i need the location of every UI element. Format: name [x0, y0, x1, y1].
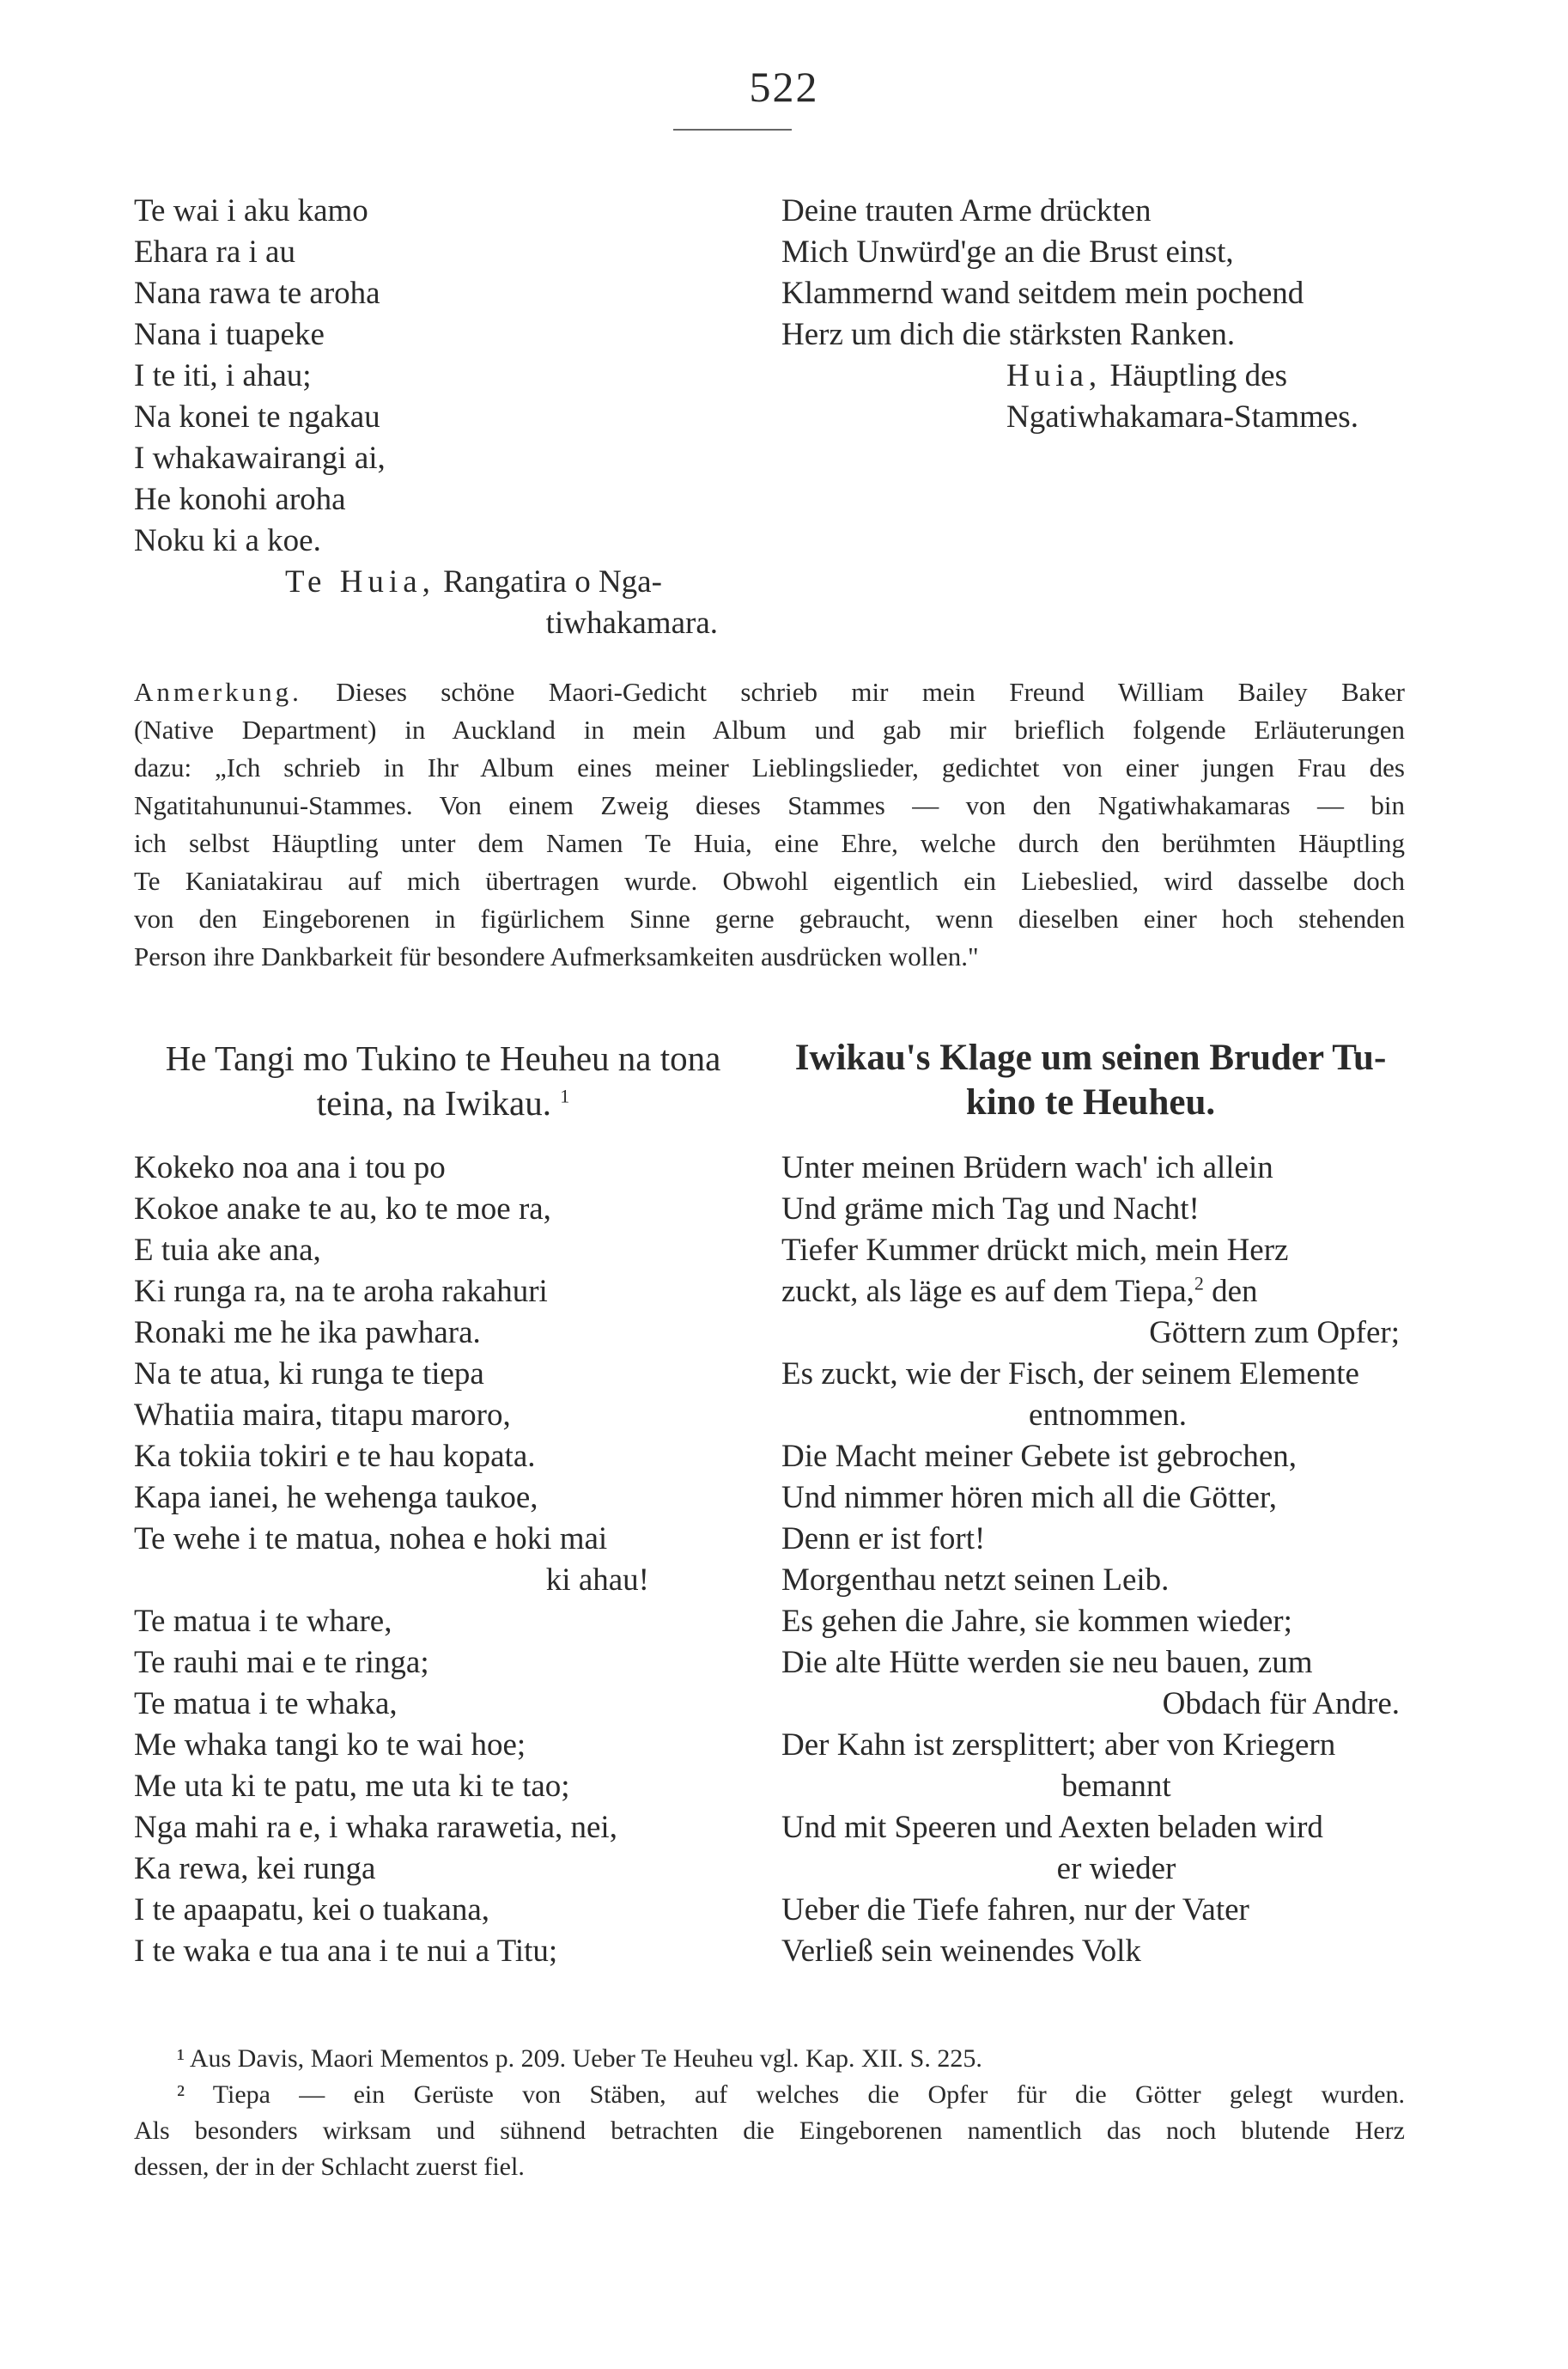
footnote-mark: 2: [1194, 1272, 1204, 1294]
verse-line: I te iti, i ahau;: [134, 358, 312, 393]
verse-line: Morgenthau netzt seinen Leib.: [781, 1562, 1170, 1598]
footnote-mark: 1: [560, 1085, 570, 1107]
verse-line: er wieder: [1056, 1851, 1176, 1886]
verse-line: Me whaka tangi ko te wai hoe;: [134, 1727, 526, 1763]
verse-line: Na te atua, ki runga te tiepa: [134, 1356, 484, 1392]
verse-line: Me uta ki te patu, me uta ki te tao;: [134, 1769, 570, 1804]
verse-line: Whatiia maira, titapu maroro,: [134, 1398, 511, 1433]
author-rest: Häuptling des: [1102, 358, 1287, 393]
note-line: Te Kaniatakirau auf mich übertragen wurde. Obwohl eigentlich ein Liebeslied, wird dasselbe doch: [134, 866, 1405, 896]
verse-line: Te rauhi mai e te ringa;: [134, 1645, 429, 1680]
poem2-german-heading: [781, 1036, 1400, 1125]
heading-line: He Tangi mo Tukino te Heuheu na tona: [165, 1038, 721, 1078]
verse-line: Denn er ist fort!: [781, 1521, 986, 1556]
footnote-2-cont: Als besonders wirksam und sühnend betrachten die Eingeborenen namentlich das noch blutende Herz: [134, 2116, 1405, 2145]
note-line: ich selbst Häuptling unter dem Namen Te Huia, eine Ehre, welche durch den berühmten Häuptling: [134, 828, 1405, 858]
heading-line: Iwikau's Klage um seinen Bruder Tu-: [794, 1038, 1387, 1078]
verse-line: Te matua i te whaka,: [134, 1686, 398, 1721]
verse-line: [781, 1271, 1400, 1312]
author-name: Huia,: [1006, 358, 1103, 393]
note-line: (Native Department) in Auckland in mein Album und gab mir brieflich folgende Erläuterungen: [134, 715, 1405, 745]
verse-line: E tuia ake ana,: [134, 1233, 321, 1268]
footnote-2-cont: dessen, der in der Schlacht zuerst fiel.: [134, 2153, 525, 2181]
poem2-maori-heading: [134, 1036, 752, 1125]
poem-author-cont: tiwhakamara.: [545, 606, 718, 641]
verse-line: Mich Unwürd'ge an die Brust einst,: [781, 234, 1234, 270]
note-line: Ngatitahununui-Stammes. Von einem Zweig dieses Stammes — von den Ngatiwhakamaras — bin: [134, 790, 1405, 820]
verse-line: Te matua i te whare,: [134, 1604, 392, 1639]
verse-line: Tiefer Kummer drückt mich, mein Herz: [781, 1233, 1289, 1268]
note-line: Person ihre Dankbarkeit für besondere Aufmerksamkeiten ausdrücken wollen.": [134, 941, 979, 971]
note-text: Dieses schöne Maori-Gedicht schrieb mir mein Freund William Bailey Baker: [301, 677, 1405, 707]
poem2-maori-column: [134, 1148, 752, 1972]
note-line: von den Eingeborenen in figürlichem Sinne gerne gebraucht, wenn dieselben einer hoch stehenden: [134, 904, 1405, 934]
note-line: dazu: „Ich schrieb in Ihr Album eines meiner Lieblingslieder, gedichtet von einer jungen Frau des: [134, 752, 1405, 783]
verse-line: Göttern zum Opfer;: [1149, 1315, 1400, 1350]
verse-line: Deine trauten Arme drückten: [781, 193, 1152, 228]
verse-line: Te wehe i te matua, nohea e hoki mai: [134, 1521, 608, 1556]
footnotes: [134, 2041, 1405, 2185]
verse-line: Ronaki me he ika pawhara.: [134, 1315, 481, 1350]
verse-text: den: [1203, 1274, 1258, 1309]
verse-line: Und gräme mich Tag und Nacht!: [781, 1191, 1200, 1227]
verse-line: Es gehen die Jahre, sie kommen wieder;: [781, 1604, 1292, 1639]
footnote-2: ² Tiepa — ein Gerüste von Stäben, auf welches die Opfer für die Götter gelegt wurden.: [177, 2080, 1405, 2109]
note-line: [134, 673, 1405, 711]
verse-line: Die alte Hütte werden sie neu bauen, zum: [781, 1645, 1313, 1680]
verse-line: Ka tokiia tokiri e te hau kopata.: [134, 1439, 536, 1474]
verse-line: entnommen.: [1029, 1398, 1187, 1433]
poem1-maori-column: [134, 191, 752, 644]
heading-line: [134, 1081, 752, 1125]
verse-line: Und nimmer hören mich all die Götter,: [781, 1480, 1278, 1515]
verse-line: Noku ki a koe.: [134, 523, 321, 558]
verse-line: Kapa ianei, he wehenga taukoe,: [134, 1480, 538, 1515]
verse-line: He konohi aroha: [134, 482, 346, 517]
author-rest: Rangatira o Nga-: [435, 564, 662, 600]
heading-text: teina, na Iwikau.: [316, 1083, 551, 1123]
verse-line: I te apaapatu, kei o tuakana,: [134, 1892, 489, 1927]
verse-line: I whakawairangi ai,: [134, 441, 386, 476]
verse-line: Ehara ra i au: [134, 234, 295, 270]
verse-line: Ueber die Tiefe fahren, nur der Vater: [781, 1892, 1249, 1927]
verse-line: Kokoe anake te au, ko te moe ra,: [134, 1191, 551, 1227]
verse-line: Herz um dich die stärksten Ranken.: [781, 317, 1236, 352]
verse-line: Der Kahn ist zersplittert; aber von Kriegern: [781, 1727, 1336, 1763]
verse-line: Ka rewa, kei runga: [134, 1851, 376, 1886]
verse-line: Nana rawa te aroha: [134, 276, 380, 311]
heading-line: kino te Heuheu.: [965, 1082, 1216, 1123]
verse-line: I te waka e tua ana i te nui a Titu;: [134, 1934, 558, 1969]
verse-line: Obdach für Andre.: [1162, 1686, 1400, 1721]
poem-author: [134, 562, 752, 603]
verse-line: Und mit Speeren und Aexten beladen wird: [781, 1810, 1323, 1845]
page-number: 522: [749, 63, 819, 111]
verse-line: Es zuckt, wie der Fisch, der seinem Elemente: [781, 1356, 1359, 1392]
verse-line: Te wai i aku kamo: [134, 193, 368, 228]
verse-line: Unter meinen Brüdern wach' ich allein: [781, 1150, 1273, 1185]
page-number-rule: [673, 129, 792, 131]
verse-text: zuckt, als läge es auf dem Tiepa,: [781, 1274, 1194, 1309]
note-label: Anmerkung.: [134, 677, 302, 707]
verse-line: Die Macht meiner Gebete ist gebrochen,: [781, 1439, 1297, 1474]
verse-line: Nana i tuapeke: [134, 317, 325, 352]
verse-line: Verließ sein weinendes Volk: [781, 1934, 1141, 1969]
verse-line: Kokeko noa ana i tou po: [134, 1150, 446, 1185]
poem1-german-column: [781, 191, 1400, 438]
verse-line: Klammernd wand seitdem mein pochend: [781, 276, 1304, 311]
poem-author: [781, 356, 1400, 397]
verse-line: bemannt: [1061, 1769, 1171, 1804]
author-name: Te Huia,: [285, 564, 435, 600]
poem-author-cont: Ngatiwhakamara-Stammes.: [1006, 399, 1358, 435]
verse-line: Nga mahi ra e, i whaka rarawetia, nei,: [134, 1810, 617, 1845]
poem2-german-column: [781, 1148, 1400, 1972]
verse-line: Ki runga ra, na te aroha rakahuri: [134, 1274, 548, 1309]
verse-line: ki ahau!: [545, 1562, 649, 1598]
footnote-1: ¹ Aus Davis, Maori Mementos p. 209. Ueber Te Heuheu vgl. Kap. XII. S. 225.: [177, 2044, 982, 2073]
verse-line: Na konei te ngakau: [134, 399, 380, 435]
annotation-note: [134, 673, 1405, 976]
